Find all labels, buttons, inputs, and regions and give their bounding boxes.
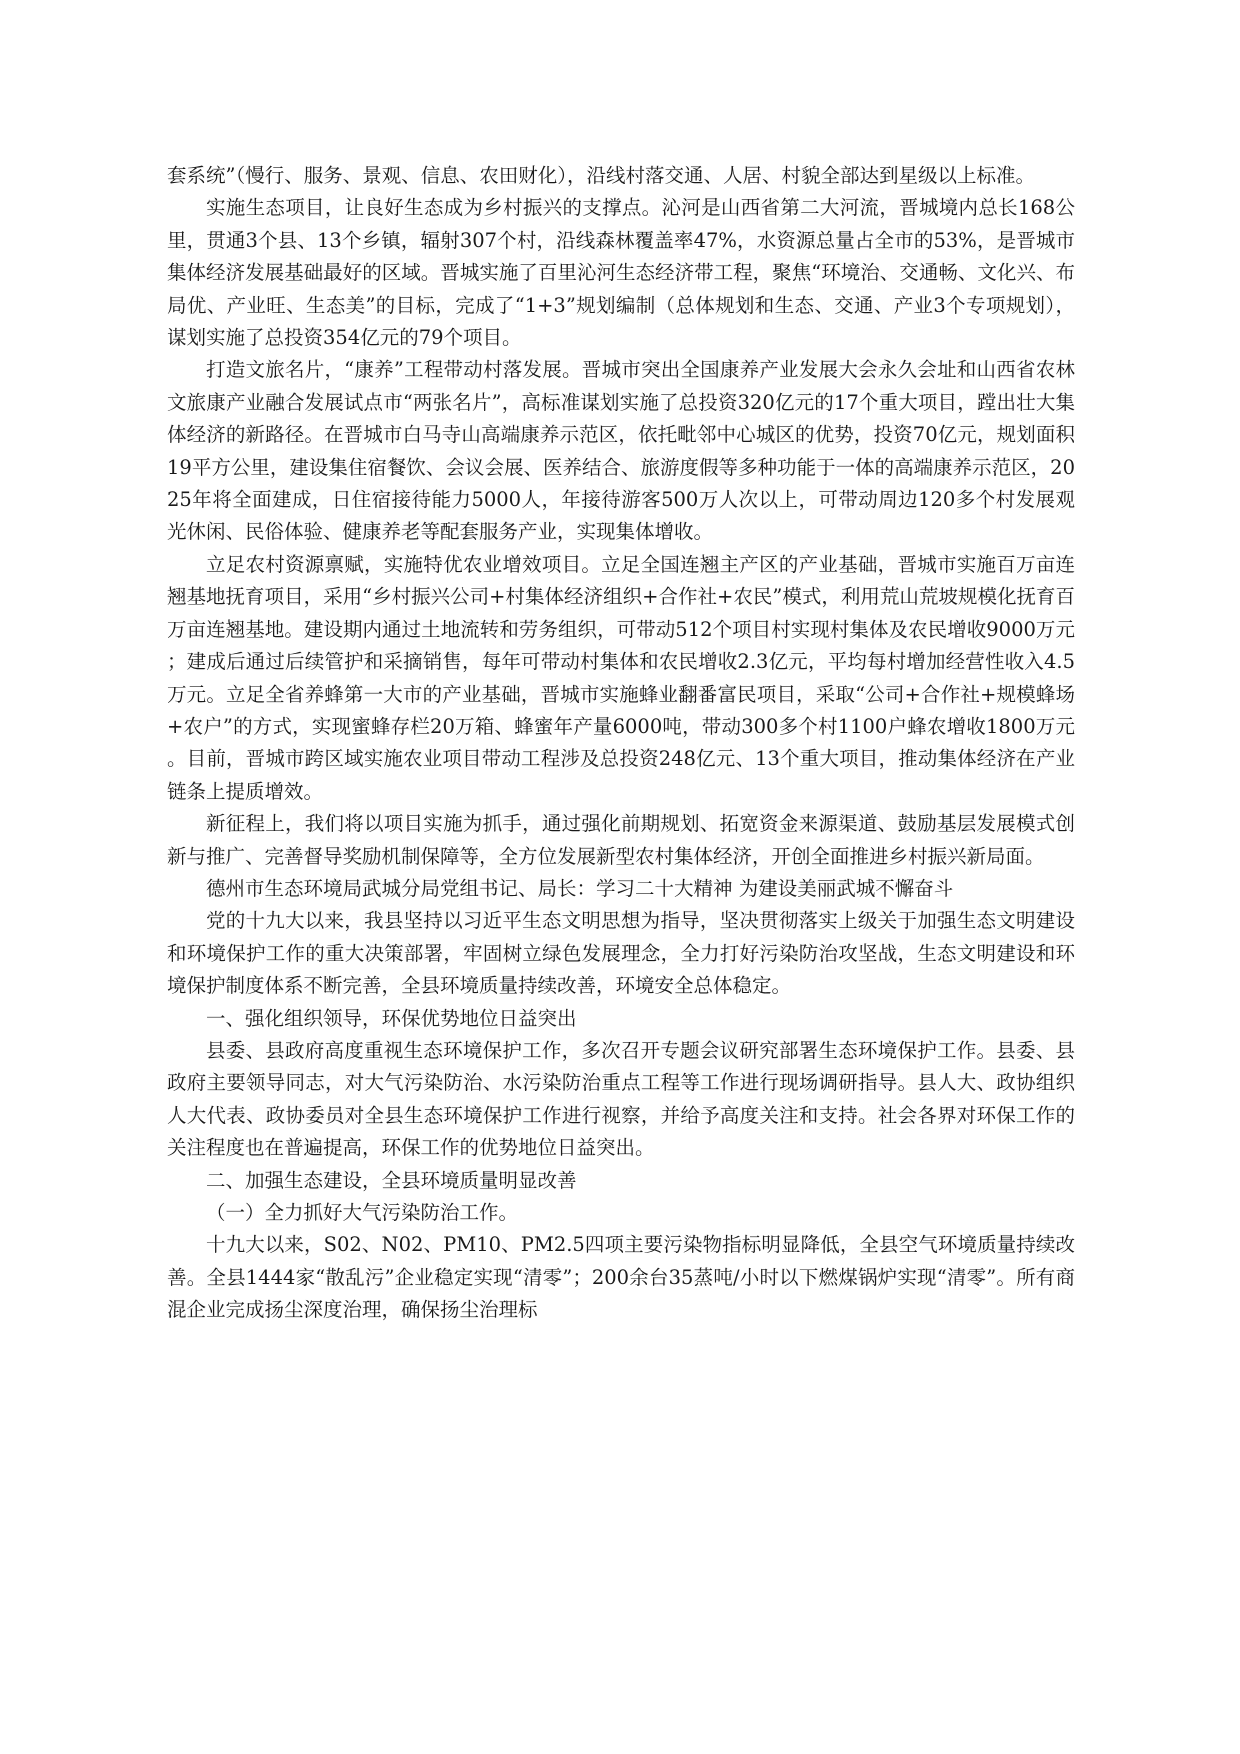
paragraph: 实施生态项目，让良好生态成为乡村振兴的支撑点。沁河是山西省第二大河流，晋城境内总长168公里，贯通3个县、13个乡镇，辐射307个村，沿线森林覆盖率47%，水资源总量占全市的53%，是晋城市集体经济发展基础最好的区域。晋城实施了百里沁河生态经济带工程，聚焦“环境治、交通畅、文化兴、布局优、产业旺、生态美”的目标，完成了“1+3”规划编制（总体规划和生态、交通、产业3个专项规划），谋划实施了总投资354亿元的79个项目。 <box>167 196 1075 350</box>
paragraph: 打造文旅名片，“康养”工程带动村落发展。晋城市突出全国康养产业发展大会永久会址和山西省农林文旅康产业融合发展试点市“两张名片”，高标准谋划实施了总投资320亿元的17个重大项目，蹚出壮大集体经济的新路径。在晋城市白马寺山高端康养示范区，依托毗邻中心城区的优势，投资70亿元，规划面积19平方公里，建设集住宿餐饮、会议会展、医养结合、旅游度假等多种功能于一体的高端康养示范区，2025年将全面建成，日住宿接待能力5000人，年接待游客500万人次以上，可带动周边120多个村发展观光休闲、民俗体验、健康养老等配套服务产业，实现集体增收。 <box>167 358 1075 544</box>
section-heading: 二、加强生态建设，全县环境质量明显改善 <box>206 1168 577 1192</box>
paragraph: 十九大以来，S02、N02、PM10、PM2.5四项主要污染物指标明显降低，全县空气环境质量持续改善。全县1444家“散乱污”企业稳定实现“清零”；200余台35蒸吨/小时以下燃煤锅炉实现“清零”。所有商混企业完成扬尘深度治理，确保扬尘治理标 <box>167 1233 1075 1322</box>
document-page <box>167 160 1075 1327</box>
paragraph: 套系统”（慢行、服务、景观、信息、农田财化），沿线村落交通、人居、村貌全部达到星级以上标准。 <box>167 164 1035 187</box>
article-title: 德州市生态环境局武城分局党组书记、局长：学习二十大精神 为建设美丽武城不懈奋斗 <box>206 876 954 900</box>
paragraph: 党的十九大以来，我县坚持以习近平生态文明思想为指导，坚决贯彻落实上级关于加强生态文明建设和环境保护工作的重大决策部署，牢固树立绿色发展理念，全力打好污染防治攻坚战，生态文明建设和环境保护制度体系不断完善，全县环境质量持续改善，环境安全总体稳定。 <box>167 909 1075 998</box>
paragraph: 县委、县政府高度重视生态环境保护工作，多次召开专题会议研究部署生态环境保护工作。县委、县政府主要领导同志，对大气污染防治、水污染防治重点工程等工作进行现场调研指导。县人大、政协组织人大代表、政协委员对全县生态环境保护工作进行视察，并给予高度关注和支持。社会各界对环保工作的关注程度也在普遍提高，环保工作的优势地位日益突出。 <box>167 1038 1075 1160</box>
section-heading: 一、强化组织领导，环保优势地位日益突出 <box>206 1006 577 1030</box>
subsection-heading: （一）全力抓好大气污染防治工作。 <box>206 1201 519 1224</box>
paragraph: 立足农村资源禀赋，实施特优农业增效项目。立足全国连翘主产区的产业基础，晋城市实施百万亩连翘基地抚育项目，采用“乡村振兴公司+村集体经济组织+合作社+农民”模式，利用荒山荒坡规模化抚育百万亩连翘基地。建设期内通过土地流转和劳务组织，可带动512个项目村实现村集体及农民增收9000万元；建成后通过后续管护和采摘销售，每年可带动村集体和农民增收2.3亿元，平均每村增加经营性收入4.5万元。立足全省养蜂第一大市的产业基础，晋城市实施蜂业翻番富民项目，采取“公司+合作社+规模蜂场+农户”的方式，实现蜜蜂存栏20万箱、蜂蜜年产量6000吨，带动300多个村1100户蜂农增收1800万元。目前，晋城市跨区域实施农业项目带动工程涉及总投资248亿元、13个重大项目，推动集体经济在产业链条上提质增效。 <box>167 552 1075 803</box>
paragraph: 新征程上，我们将以项目实施为抓手，通过强化前期规划、拓宽资金来源渠道、鼓励基层发展模式创新与推广、完善督导奖励机制保障等，全方位发展新型农村集体经济，开创全面推进乡村振兴新局面。 <box>167 812 1075 868</box>
